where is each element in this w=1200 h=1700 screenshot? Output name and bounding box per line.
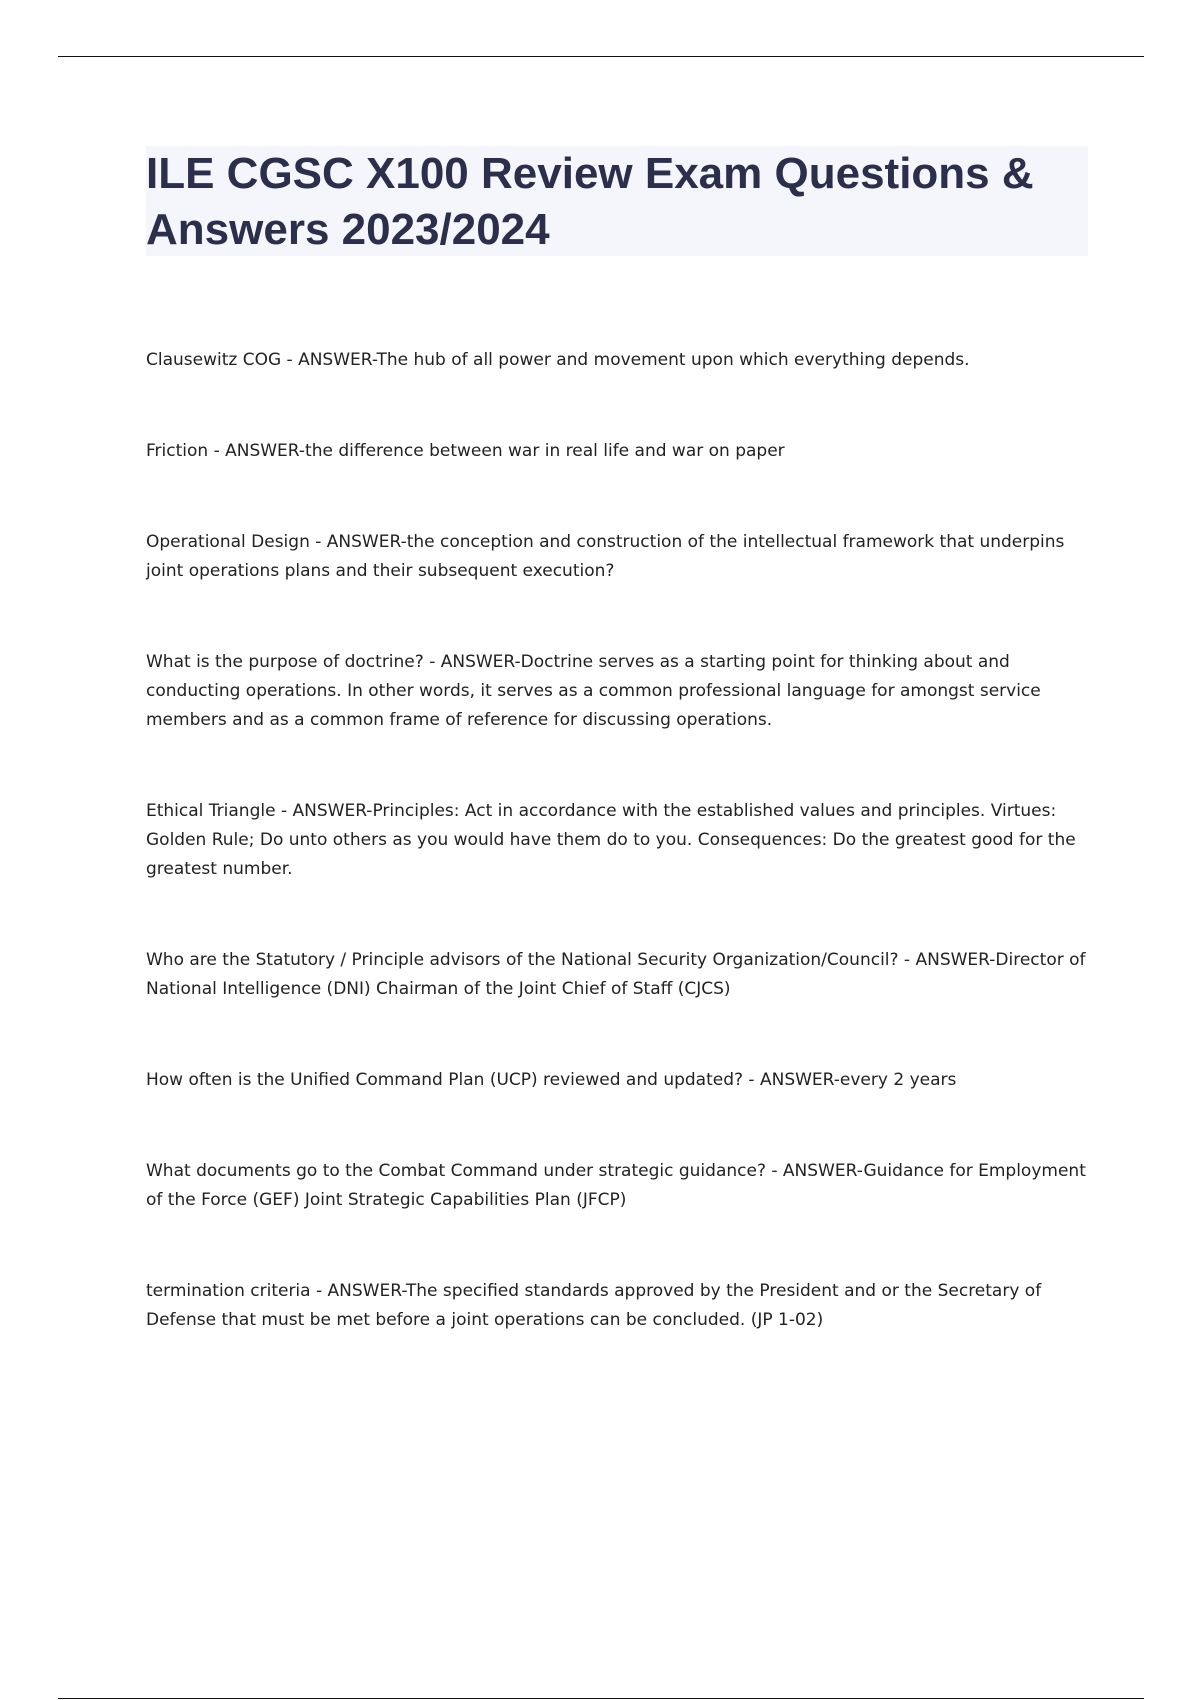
qa-item-termination-criteria: termination criteria - ANSWER-The specified standards approved by the President and or the Secretary of Defense that must be met before a joint operations can be concluded. (JP 1-02) bbox=[146, 1281, 1042, 1330]
qa-item-ucp-review: How often is the Unified Command Plan (UCP) reviewed and updated? - ANSWER-every 2 years bbox=[146, 1070, 957, 1090]
qa-item-operational-design: Operational Design - ANSWER-the conception and construction of the intellectual framework that underpins joint operations plans and their subsequent execution? bbox=[146, 532, 1065, 581]
footer-rule bbox=[58, 1698, 1144, 1699]
qa-item-clausewitz-cog: Clausewitz COG - ANSWER-The hub of all power and movement upon which everything depends. bbox=[146, 350, 970, 370]
page-title: ILE CGSC X100 Review Exam Questions & Answers 2023/2024 bbox=[146, 149, 1034, 254]
qa-item-strategic-guidance-documents: What documents go to the Combat Command under strategic guidance? - ANSWER-Guidance for Employment of the Force (GEF) Joint Strategic Capabilities Plan (JFCP) bbox=[146, 1161, 1086, 1210]
qa-item-statutory-advisors: Who are the Statutory / Principle advisors of the National Security Organization/Council? - ANSWER-Director of National Intelligence (DNI) Chairman of the Joint Chief of Staff (CJCS) bbox=[146, 950, 1086, 999]
qa-item-ethical-triangle: Ethical Triangle - ANSWER-Principles: Act in accordance with the established values and principles. Virtues: Golden Rule; Do unto others as you would have them do to you. Consequences: Do the greatest good for the greatest number. bbox=[146, 801, 1076, 879]
qa-list bbox=[146, 346, 1096, 1335]
header-rule bbox=[58, 56, 1144, 57]
qa-item-friction: Friction - ANSWER-the difference between war in real life and war on paper bbox=[146, 441, 785, 461]
qa-item-purpose-of-doctrine: What is the purpose of doctrine? - ANSWER-Doctrine serves as a starting point for thinking about and conducting operations. In other words, it serves as a common professional language for amongst service members and as a common frame of reference for discussing operations. bbox=[146, 652, 1041, 730]
